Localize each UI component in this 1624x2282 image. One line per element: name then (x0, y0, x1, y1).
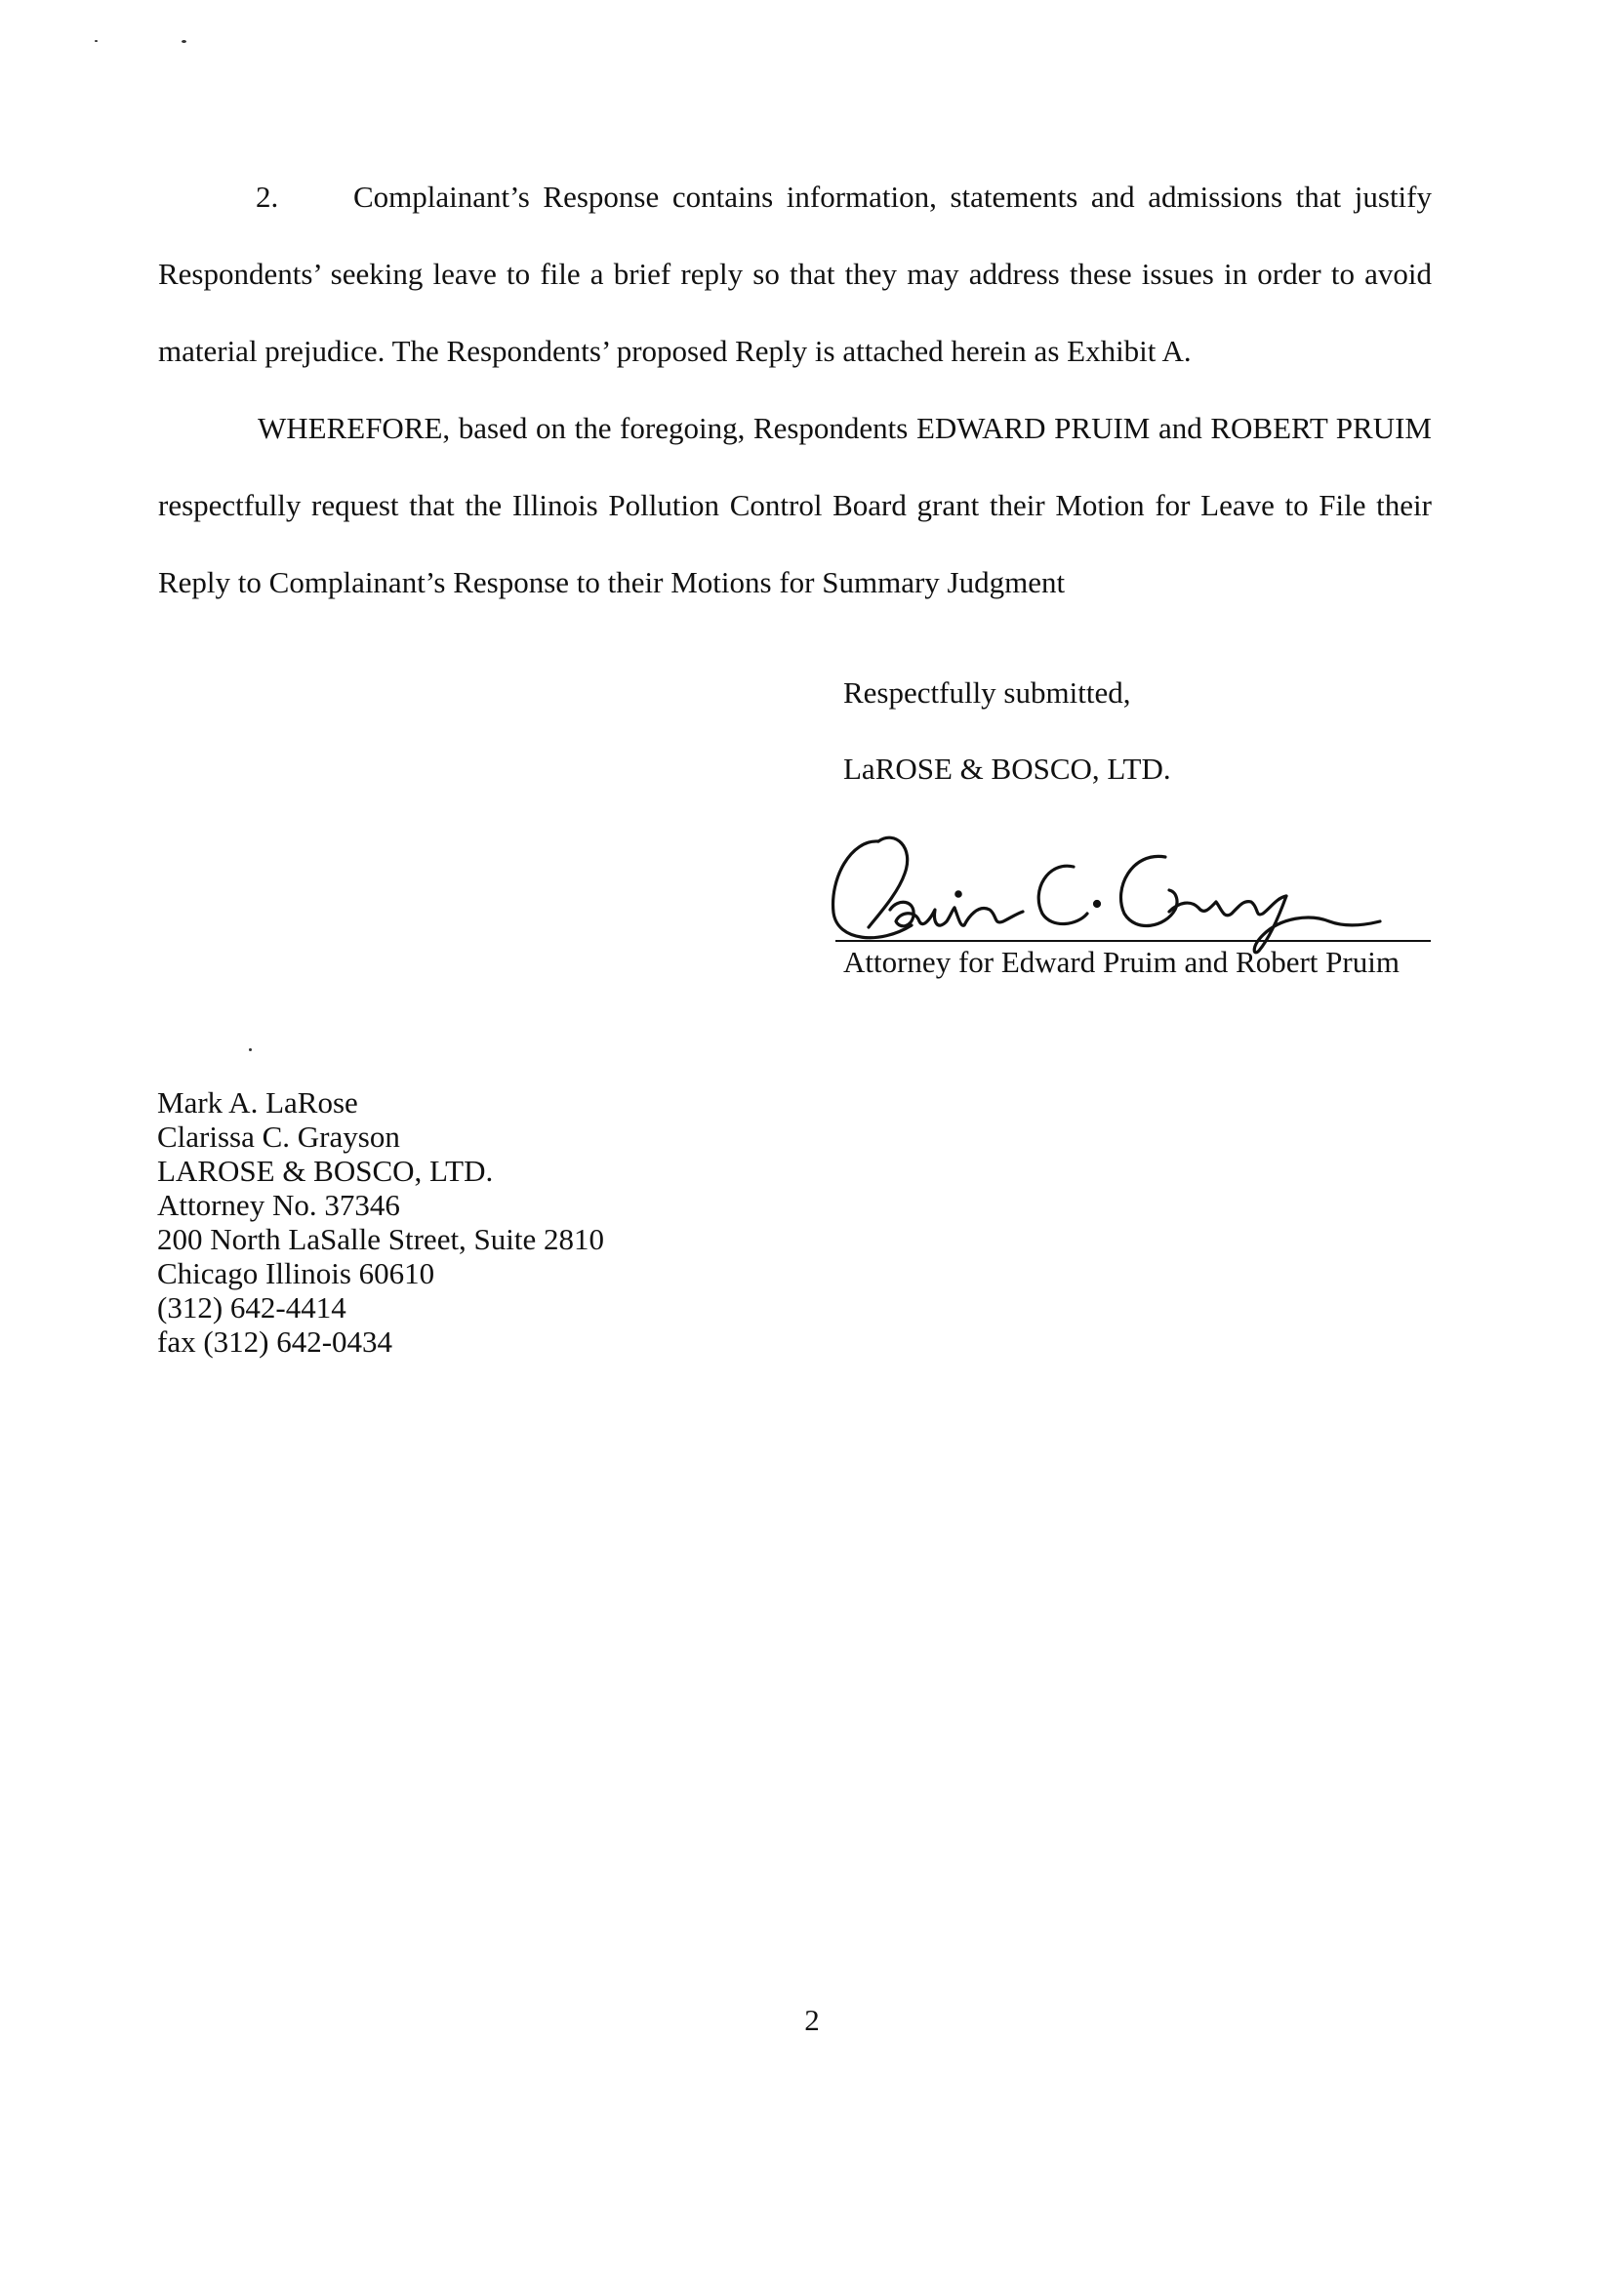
paragraph-text: Complainant’s Response contains information, statements and admissions that justify Respondents’ seeking leave to file a brief reply so that they may address these issues in order to avoid material prejudice. The Respondents’ proposed Reply is attached herein as Exhibit A. (158, 180, 1432, 368)
wherefore-paragraph (158, 389, 1432, 621)
scan-speck (182, 40, 186, 43)
address-block (157, 1085, 604, 1359)
address-line: fax (312) 642-0434 (157, 1324, 393, 1359)
signature-line (835, 940, 1431, 942)
paragraph-2 (158, 158, 1432, 389)
address-line: 200 North LaSalle Street, Suite 2810 (157, 1222, 605, 1256)
firm-name: LaROSE & BOSCO, LTD. (843, 752, 1171, 786)
body-text (158, 158, 1432, 621)
scan-speck (95, 40, 98, 42)
address-line: Attorney No. 37346 (157, 1188, 400, 1222)
signatory-title: Attorney for Edward Pruim and Robert Pruim (843, 945, 1400, 979)
paragraph-text: WHEREFORE, based on the foregoing, Respondents EDWARD PRUIM and ROBERT PRUIM respectfully request that the Illinois Pollution Control Board grant their Motion for Leave to File their Reply to Complainant’s Response to their Motions for Summary Judgment (158, 411, 1432, 599)
address-line: Clarissa C. Grayson (157, 1120, 400, 1154)
handwritten-signature (822, 820, 1388, 957)
address-line: LAROSE & BOSCO, LTD. (157, 1154, 494, 1188)
address-line: Chicago Illinois 60610 (157, 1256, 435, 1290)
address-line: (312) 642-4414 (157, 1290, 346, 1324)
page-number: 2 (804, 2003, 820, 2037)
scan-speck (249, 1048, 252, 1051)
closing-salutation: Respectfully submitted, (843, 675, 1131, 710)
address-line: Mark A. LaRose (157, 1085, 358, 1120)
paragraph-number: 2. (256, 180, 279, 214)
